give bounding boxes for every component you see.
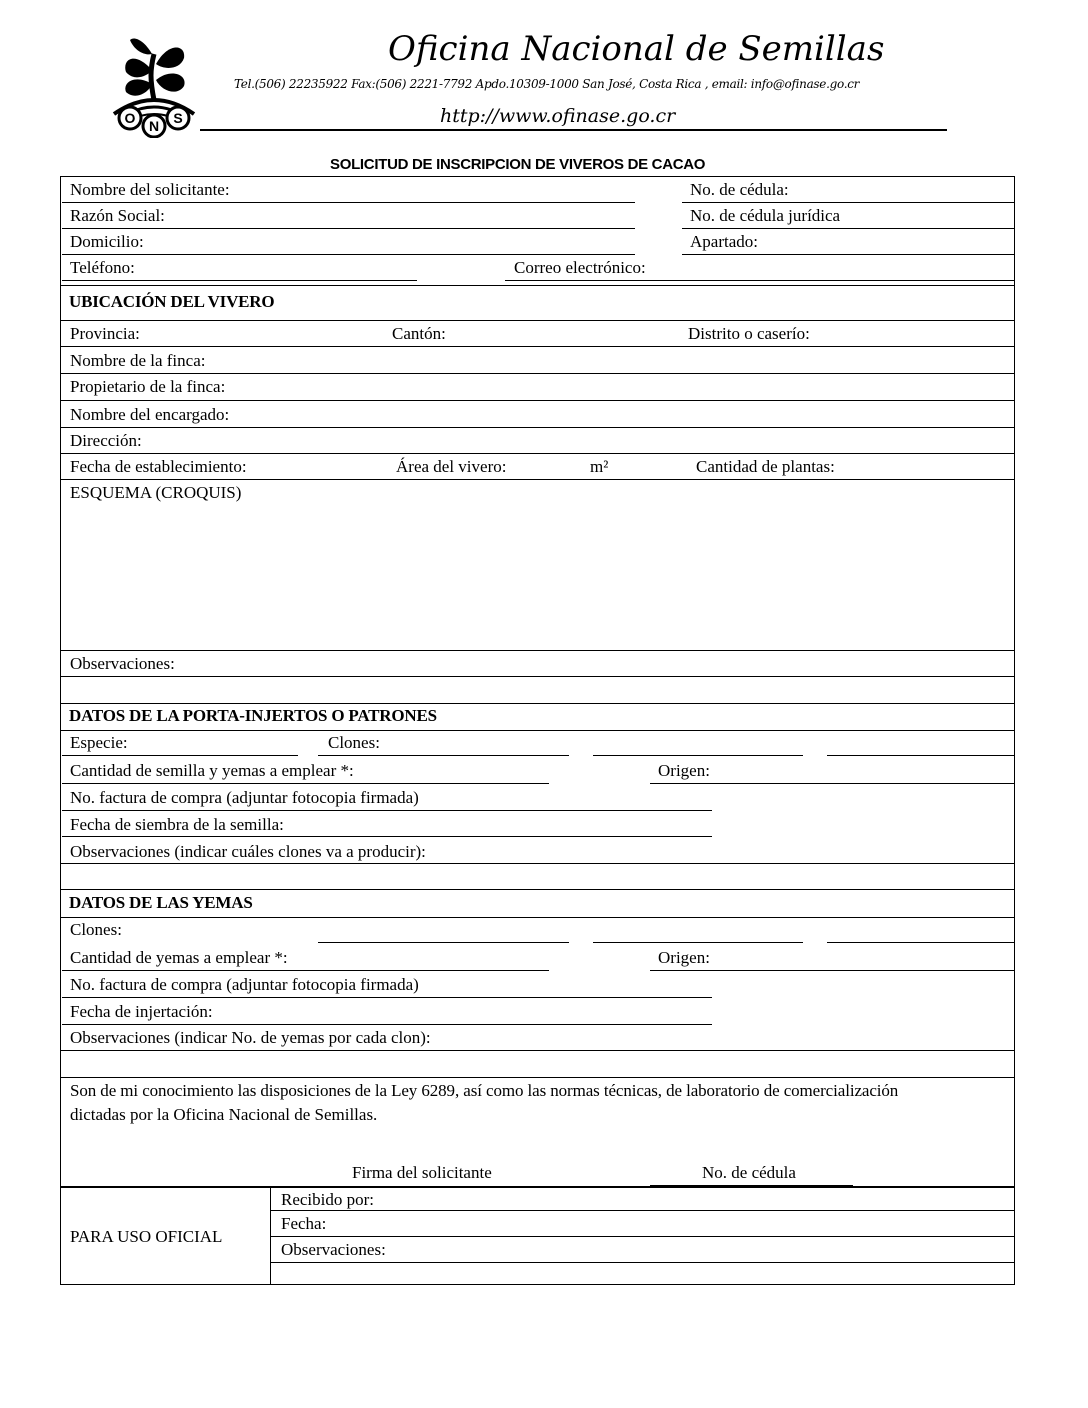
heading-buds: DATOS DE LAS YEMAS [69, 893, 253, 912]
field-bud-clone-3[interactable] [827, 942, 1015, 943]
label-bud-clones: Clones: [70, 920, 122, 939]
label-bud-invoice: No. factura de compra (adjuntar fotocopia firmada) [70, 975, 419, 994]
row-divider [60, 676, 1015, 677]
field-bud-origin[interactable] [650, 970, 1015, 971]
field-address[interactable] [62, 254, 635, 255]
row-divider [60, 1050, 1015, 1051]
field-clone-3[interactable] [827, 755, 1015, 756]
row-divider [60, 346, 1015, 347]
heading-location: UBICACIÓN DEL VIVERO [69, 292, 275, 311]
label-rootstock-clones: Clones: [328, 733, 380, 752]
label-official-observations: Observaciones: [281, 1240, 386, 1259]
label-species: Especie: [70, 733, 128, 752]
label-received-by: Recibido por: [281, 1190, 375, 1209]
field-species[interactable] [62, 755, 298, 756]
svg-text:O: O [124, 110, 136, 126]
sketch-area[interactable] [62, 505, 1013, 649]
field-rootstock-invoice[interactable] [62, 810, 712, 811]
row-divider [60, 917, 1015, 918]
label-province: Provincia: [70, 324, 140, 343]
label-signature: Firma del solicitante [352, 1163, 492, 1182]
label-established: Fecha de establecimiento: [70, 457, 247, 476]
label-id: No. de cédula: [690, 180, 789, 199]
label-legal-id: No. de cédula jurídica [690, 206, 841, 225]
row-divider [60, 320, 1015, 321]
field-po-box[interactable] [682, 254, 1015, 255]
field-phone[interactable] [62, 280, 417, 281]
label-canton: Cantón: [392, 324, 446, 343]
declaration-line-2: dictadas por la Oficina Nacional de Semillas. [70, 1105, 378, 1124]
label-bud-quantity: Cantidad de yemas a emplear *: [70, 948, 288, 967]
field-bud-clone-1[interactable] [318, 942, 569, 943]
row-divider [60, 650, 1015, 651]
label-official-use: PARA USO OFICIAL [70, 1227, 223, 1246]
field-received-by[interactable] [270, 1210, 1015, 1211]
row-divider [60, 1186, 1015, 1188]
field-clone-2[interactable] [593, 755, 803, 756]
svg-text:N: N [148, 118, 160, 134]
field-business[interactable] [62, 228, 635, 229]
field-bud-clone-2[interactable] [593, 942, 803, 943]
field-official-date[interactable] [270, 1236, 1015, 1237]
label-manager: Nombre del encargado: [70, 405, 230, 424]
row-divider [60, 1077, 1015, 1078]
declaration-line-1: Son de mi conocimiento las disposiciones de la Ley 6289, así como las normas técnicas, de laboratorio de comercialización [70, 1081, 899, 1100]
field-email[interactable] [505, 280, 1015, 281]
row-divider [60, 373, 1015, 374]
field-bud-quantity[interactable] [62, 970, 549, 971]
label-seed-quantity: Cantidad de semilla y yemas a emplear *: [70, 761, 354, 780]
form-title: SOLICITUD DE INSCRIPCION DE VIVEROS DE CACAO [330, 156, 706, 173]
field-graft-date[interactable] [62, 1024, 712, 1025]
row-divider [60, 427, 1015, 428]
label-phone: Teléfono: [70, 258, 135, 277]
label-address: Domicilio: [70, 232, 144, 251]
field-seed-quantity[interactable] [62, 783, 549, 784]
ons-logo [104, 30, 204, 138]
field-legal-id[interactable] [682, 228, 1015, 229]
row-divider [60, 703, 1015, 704]
row-divider [60, 479, 1015, 480]
field-clone-1[interactable] [318, 755, 569, 756]
label-graft-date: Fecha de injertación: [70, 1002, 213, 1021]
row-divider [60, 285, 1015, 286]
label-business: Razón Social: [70, 206, 165, 225]
field-applicant-name[interactable] [62, 202, 635, 203]
row-divider [60, 889, 1015, 890]
field-sowing-date[interactable] [62, 836, 712, 837]
label-location-observations: Observaciones: [70, 654, 175, 673]
row-divider [60, 453, 1015, 454]
field-official-observations[interactable] [270, 1262, 1015, 1263]
label-rootstock-observations: Observaciones (indicar cuáles clones va a producir): [70, 842, 426, 861]
label-area: Área del vivero: [396, 457, 507, 476]
field-bud-invoice[interactable] [62, 997, 712, 998]
row-divider [60, 863, 1015, 864]
label-email: Correo electrónico: [514, 258, 646, 277]
label-area-unit: m² [590, 457, 609, 476]
heading-rootstock: DATOS DE LA PORTA-INJERTOS O PATRONES [69, 706, 437, 725]
field-rootstock-origin[interactable] [650, 783, 1015, 784]
row-divider [60, 400, 1015, 401]
label-rootstock-origin: Origen: [658, 761, 710, 780]
label-bud-observations: Observaciones (indicar No. de yemas por cada clon): [70, 1028, 431, 1047]
label-official-date: Fecha: [281, 1214, 327, 1233]
label-sketch: ESQUEMA (CROQUIS) [70, 483, 242, 502]
label-plants: Cantidad de plantas: [696, 457, 835, 476]
org-name: Oficina Nacional de Semillas [388, 29, 885, 69]
label-farm-owner: Propietario de la finca: [70, 377, 226, 396]
header-rule [200, 129, 947, 131]
label-po-box: Apartado: [690, 232, 758, 251]
label-farm-name: Nombre de la finca: [70, 351, 206, 370]
row-divider [60, 730, 1015, 731]
label-rootstock-invoice: No. factura de compra (adjuntar fotocopia firmada) [70, 788, 419, 807]
label-direction: Dirección: [70, 431, 142, 450]
svg-text:S: S [173, 110, 183, 126]
contact-line: Tel.(506) 22235922 Fax:(506) 2221-7792 Apdo.10309-1000 San José, Costa Rica , email: info@ofinase.go.cr [234, 77, 860, 91]
label-sowing-date: Fecha de siembra de la semilla: [70, 815, 284, 834]
field-id[interactable] [682, 202, 1015, 203]
label-signature-id: No. de cédula [702, 1163, 796, 1182]
label-district: Distrito o caserío: [688, 324, 810, 343]
label-bud-origin: Origen: [658, 948, 710, 967]
website-link[interactable]: http://www.ofinase.go.cr [440, 105, 676, 127]
label-applicant-name: Nombre del solicitante: [70, 180, 230, 199]
